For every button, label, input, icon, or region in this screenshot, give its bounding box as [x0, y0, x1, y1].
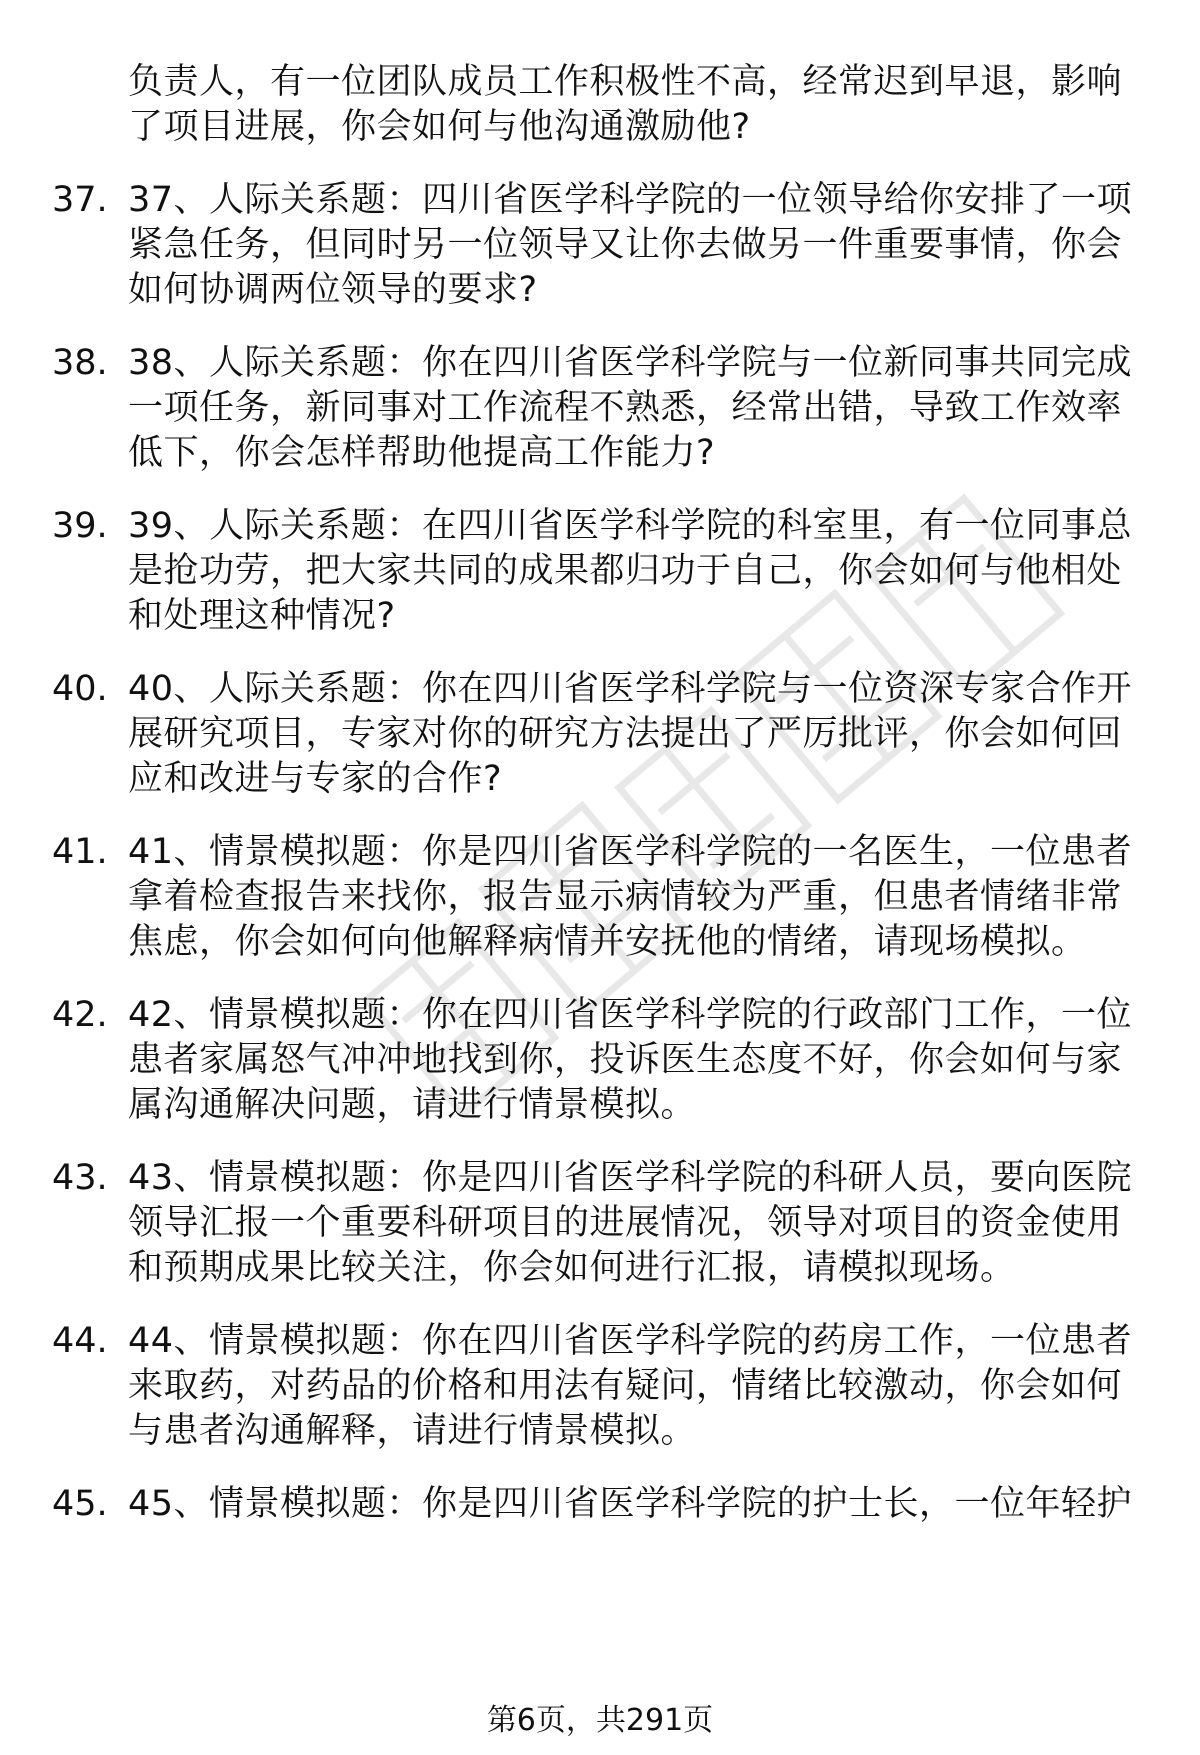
item-text: 45、情景模拟题：你是四川省医学科学院的护士长，一位年轻护 [128, 1484, 1133, 1524]
item-text: 44、情景模拟题：你在四川省医学科学院的药房工作，一位患者 来取药，对药品的价格和用法有疑问，情绪比较激动，你会如何 与患者沟通解释，请进行情景模拟。 [128, 1321, 1133, 1451]
item-number: 43. [52, 1158, 108, 1198]
item-text: 42、情景模拟题：你在四川省医学科学院的行政部门工作，一位 患者家属怒气冲冲地找到你，投诉医生态度不好，你会如何与家 属沟通解决问题，请进行情景模拟。 [128, 995, 1133, 1125]
item-number: 44. [52, 1321, 108, 1361]
item-number: 39. [52, 506, 108, 546]
item-text: 39、人际关系题：在四川省医学科学院的科室里，有一位同事总 是抢功劳，把大家共同的成果都归功于自己，你会如何与他相处 和处理这种情况? [128, 506, 1133, 636]
continued-question-text: 负责人，有一位团队成员工作积极性不高，经常迟到早退，影响 了项目进展，你会如何与他沟通激励他? [128, 62, 1123, 147]
item-number: 40. [52, 669, 108, 709]
page-footer: 第6页，共291页 [486, 1703, 714, 1738]
item-number: 45. [52, 1484, 108, 1524]
item-text: 38、人际关系题：你在四川省医学科学院与一位新同事共同完成 一项任务，新同事对工作流程不熟悉，经常出错，导致工作效率 低下，你会怎样帮助他提高工作能力? [128, 343, 1133, 473]
item-text: 43、情景模拟题：你是四川省医学科学院的科研人员，要向医院 领导汇报一个重要科研项目的进展情况，领导对项目的资金使用 和预期成果比较关注，你会如何进行汇报，请模拟现场。 [128, 1158, 1133, 1288]
item-text: 41、情景模拟题：你是四川省医学科学院的一名医生，一位患者 拿着检查报告来找你，报告显示病情较为严重，但患者情绪非常 焦虑，你会如何向他解释病情并安抚他的情绪，请现场模拟。 [128, 832, 1133, 962]
item-text: 37、人际关系题：四川省医学科学院的一位领导给你安排了一项 紧急任务，但同时另一位领导又让你去做另一件重要事情，你会 如何协调两位领导的要求? [128, 180, 1133, 310]
item-text: 40、人际关系题：你在四川省医学科学院与一位资深专家合作开 展研究项目，专家对你的研究方法提出了严厉批评，你会如何回 应和改进与专家的合作? [128, 669, 1133, 799]
item-number: 42. [52, 995, 108, 1035]
item-number: 37. [52, 180, 108, 220]
item-number: 38. [52, 343, 108, 383]
item-number: 41. [52, 832, 108, 872]
